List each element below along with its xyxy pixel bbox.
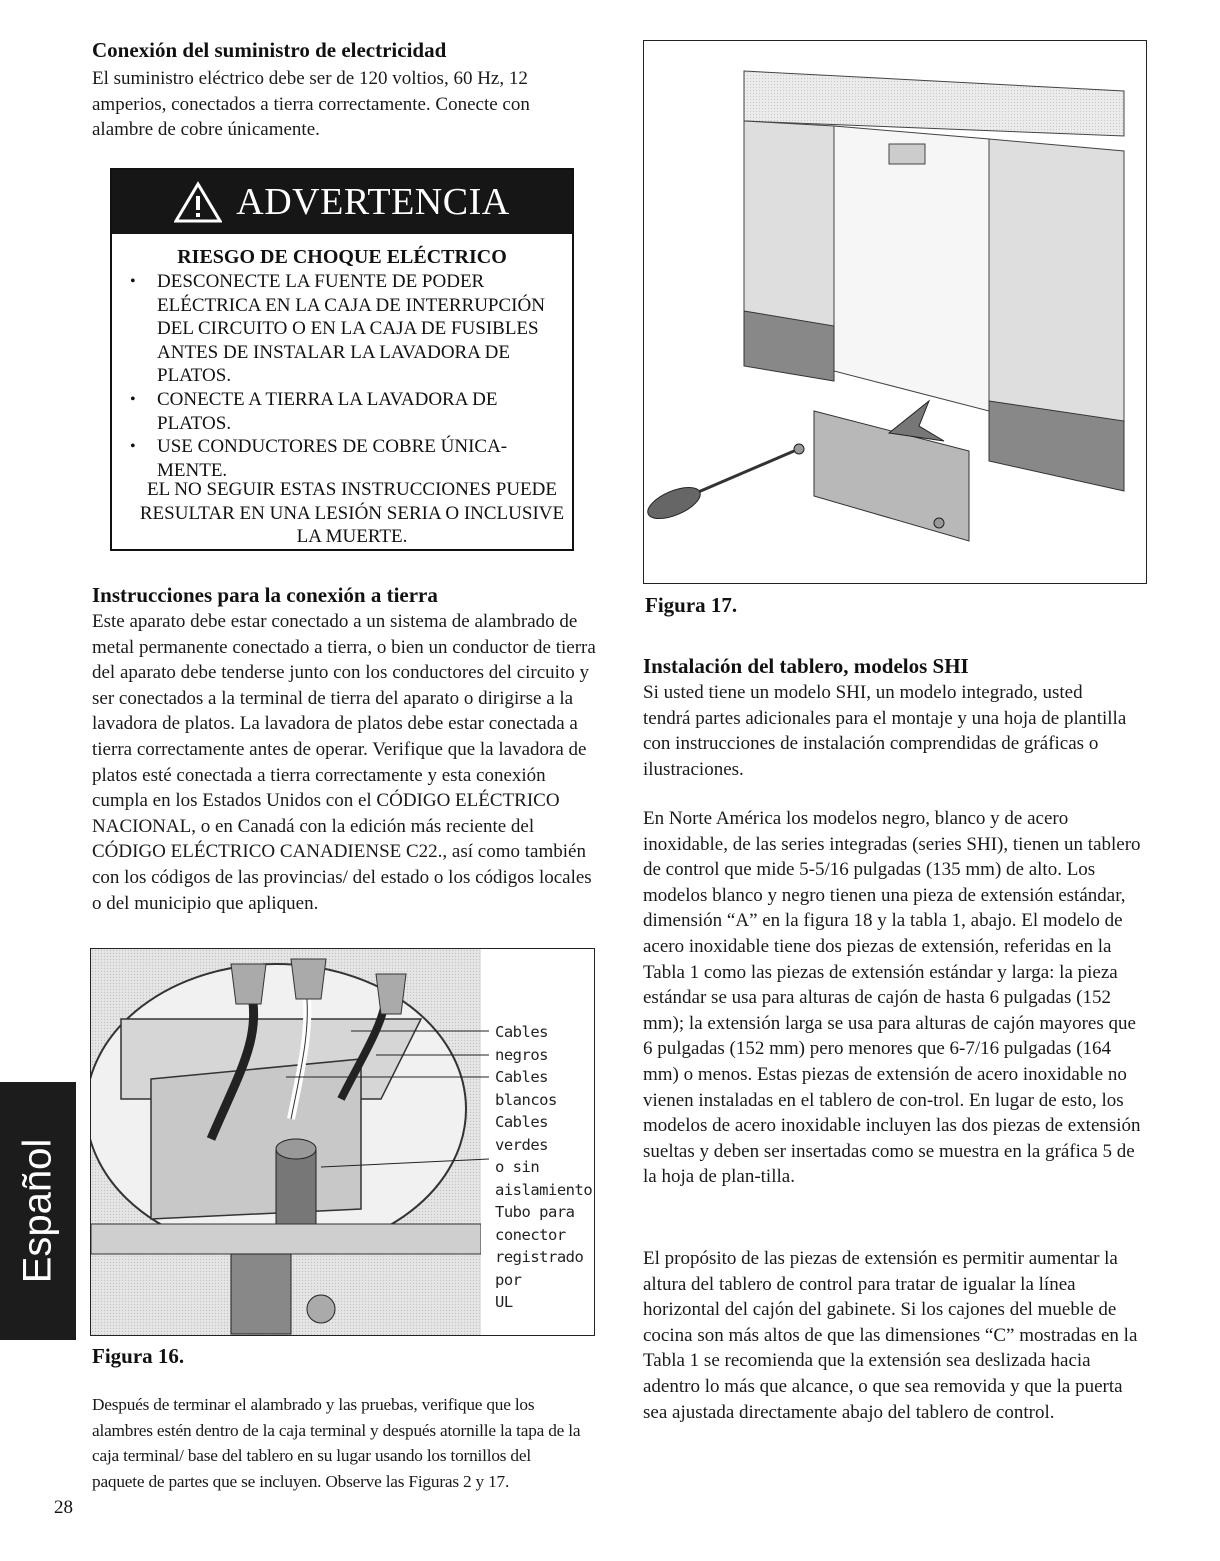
- label-tube-3: registrado por: [495, 1248, 584, 1289]
- panel-heading: Instalación del tablero, modelos SHI: [643, 654, 969, 678]
- warning-item: • USE CONDUCTORES DE COBRE ÚNICA-MENTE.: [130, 435, 560, 482]
- figure-17-frame: [643, 40, 1147, 584]
- figure-17-caption: Figura 17.: [645, 593, 738, 617]
- warning-item: • DESCONECTE LA FUENTE DE PODER ELÉCTRICA EN LA CAJA DE INTERRUPCIÓN DEL CIRCUITO O EN LA CAJA DE FUSIBLES ANTES DE INSTALAR LA LAVADORA DE PLATOS.: [130, 270, 560, 388]
- warning-title: ADVERTENCIA: [236, 181, 510, 223]
- grounding-text: Este aparato debe estar conectado a un sistema de alambrado de metal permanente conectado a tierra, o bien un conductor de tierra del aparato debe tenderse junto con los conductores del circuito y ser conectados a la terminal de tierra del aparato o dirigirse a la lavadora de platos. La lavadora de platos debe estar conectada a tierra correctamente antes de operar. Verifique que la lavadora de platos esté conectada a tierra correctamente y esta conexión cumpla en los Estados Unidos con el CÓDIGO ELÉCTRICO NACIONAL, o en Canadá con la edición más reciente del CÓDIGO ELÉCTRICO CANADIENSE C22., así como también con los códigos de las provincias/ del estado o los códigos locales o del municipio que apliquen.: [92, 611, 596, 914]
- label-tube-2: conector: [495, 1225, 566, 1244]
- warning-header: [112, 170, 572, 234]
- label-green-cables-3: aislamiento: [495, 1180, 593, 1199]
- warning-list: [130, 270, 560, 482]
- warning-item: • CONECTE A TIERRA LA LAVADORA DE PLATOS.: [130, 388, 560, 435]
- figure-16-caption: Figura 16.: [92, 1344, 185, 1368]
- label-green-cables-2: o sin: [495, 1158, 540, 1176]
- power-heading: Conexión del suministro de electricidad: [92, 38, 447, 62]
- kickplate-illustration: [644, 41, 1146, 583]
- after-wiring-text: Después de terminar el alambrado y las pruebas, verifique que los alambres estén dentro de la caja terminal y después atornille la tapa de la caja terminal/ base del tablero en su lugar usando los tornillos del paquete de partes que se incluyen. Observe las Figuras 2 y 17.: [92, 1395, 581, 1491]
- warning-subtitle: RIESGO DE CHOQUE ELÉCTRICO: [177, 246, 507, 268]
- label-green-cables-1: Cables verdes: [495, 1113, 548, 1154]
- warning-box: [110, 168, 574, 551]
- language-side-tab: [0, 1082, 76, 1340]
- label-tube-1: Tubo para: [495, 1203, 575, 1221]
- warning-footer: EL NO SEGUIR ESTAS INSTRUCCIONES PUEDE RESULTAR EN UNA LESIÓN SERIA O INCLUSIVE LA MUERTE.: [139, 479, 565, 548]
- page-number: 28: [54, 1497, 73, 1518]
- panel-p1: Si usted tiene un modelo SHI, un modelo integrado, usted tendrá partes adicionales para el montaje y una hoja de plantilla con instrucciones de instalación comprendidas de gráficas o ilustraciones.: [643, 682, 1127, 780]
- label-tube-4: UL: [495, 1293, 513, 1311]
- warning-triangle-icon: [174, 181, 222, 223]
- label-black-cables: Cables negros: [495, 1023, 548, 1064]
- callout-labels: [495, 1021, 594, 1314]
- panel-p3: El propósito de las piezas de extensión es permitir aumentar la altura del tablero de control para tratar de igualar la línea horizontal del cajón del gabinete. Si los cajones del mueble de cocina son más altos de que las dimensiones “C” mostradas en la Tabla 1 se recomienda que la extensión sea deslizada hacia adentro lo más que alcance, o que sea removida y que la puerta sea ajustada directamente abajo del tablero de control.: [643, 1248, 1138, 1423]
- power-text: El suministro eléctrico debe ser de 120 voltios, 60 Hz, 12 amperios, conectados a tierra correctamente. Conecte con alambre de cobre únicamente.: [92, 68, 530, 141]
- side-tab-label: Español: [15, 1138, 60, 1284]
- grounding-heading: Instrucciones para la conexión a tierra: [92, 583, 438, 607]
- panel-p2: En Norte América los modelos negro, blanco y de acero inoxidable, de las series integradas (series SHI), tienen un tablero de control que mide 5-5/16 pulgadas (135 mm) de alto. Los modelos blanco y negro tienen una pieza de extensión estándar, dimensión “A” en la figura 18 y la tabla 1, abajo. El modelo de acero inoxidable tiene dos piezas de extensión, referidas en la Tabla 1 como las piezas de extensión estándar y larga: la pieza estándar se usa para alturas de cajón de hasta 6 pulgadas (152 mm); la extensión larga se usa para alturas de cajón mayores que 6 pulgadas (152 mm) pero menores que 6-7/16 pulgadas (164 mm) o menos. Estas piezas de extensión de acero inoxidable no vienen instaladas en el tablero de con-trol. En lugar de esto, los modelos de acero inoxidable incluyen las dos piezas de extensión sueltas y deben ser insertadas como se muestra en la gráfica 5 de la hoja de plan-tilla.: [643, 808, 1141, 1188]
- label-white-cables: Cables blancos: [495, 1068, 557, 1109]
- figure-16-frame: [90, 948, 595, 1336]
